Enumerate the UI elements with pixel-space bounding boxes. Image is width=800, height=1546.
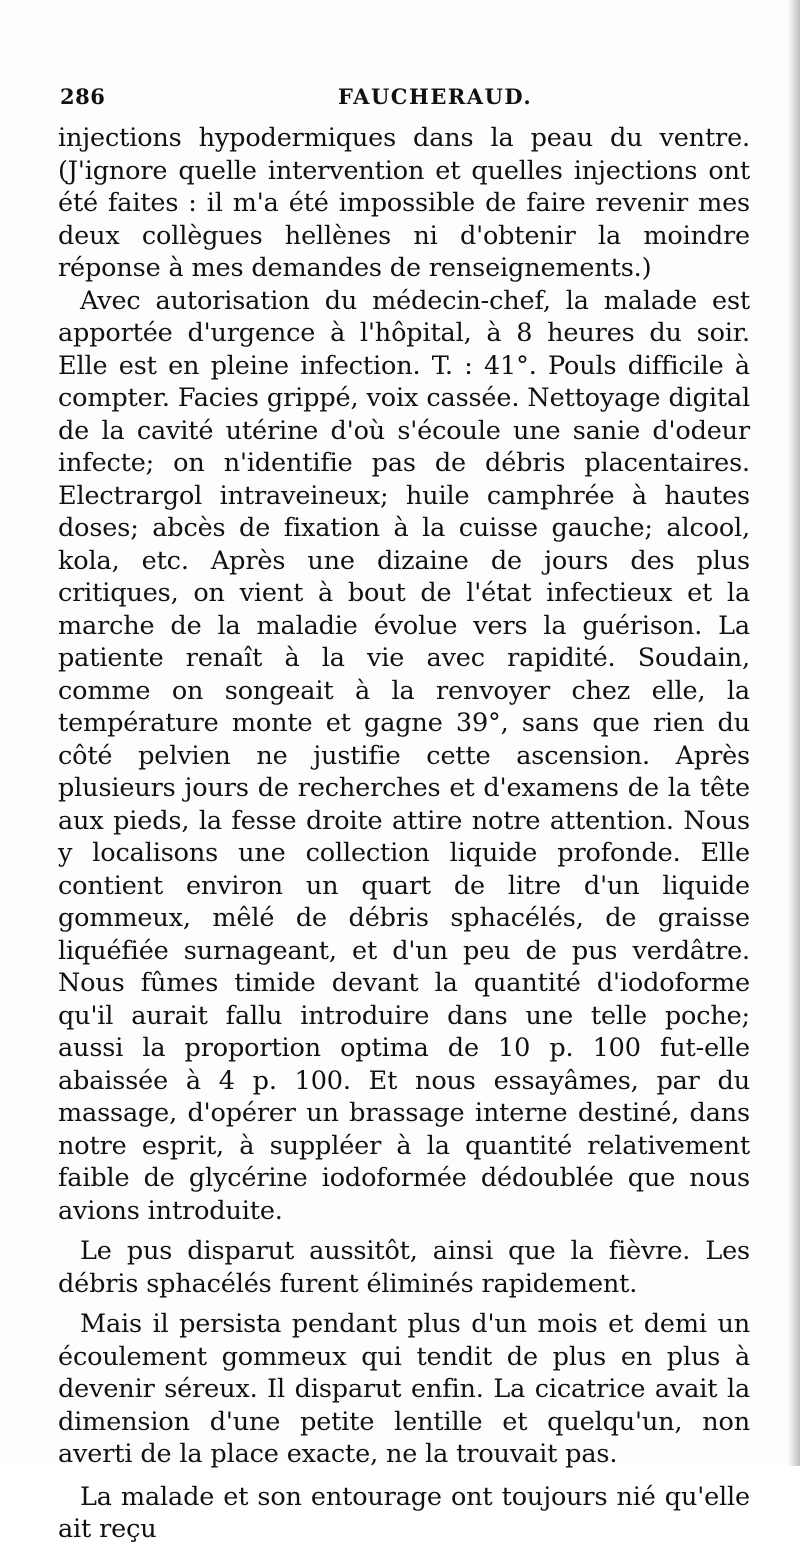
- paragraph-4: Mais il persista pendant plus d'un mois et demi un écoulement gommeux qui tendit de plus en plus à devenir séreux. Il disparut enfin. La cicatrice avait la dimension d'une petite lentille et quelqu'un, non averti de la place exacte, ne la trouvait pas.: [58, 1309, 750, 1469]
- paragraph-3: Le pus disparut aussitôt, ainsi que la fièvre. Les débris sphacélés furent éliminés rapidement.: [58, 1236, 750, 1299]
- page-header: [60, 84, 750, 114]
- paragraph-2: Avec autorisation du médecin-chef, la malade est apportée d'urgence à l'hôpital, à 8 heures du soir. Elle est en pleine infection. T. : 41°. Pouls difficile à compter. Facies grippé, voix cassée. Nettoyage digital de la cavité utérine d'où s'écoule une sanie d'odeur infecte; on n'identifie pas de débris placentaires. Electrargol intraveineux; huile camphrée à hautes doses; abcès de fixation à la cuisse gauche; alcool, kola, etc. Après une dizaine de jours des plus critiques, on vient à bout de l'état infectieux et la marche de la maladie évolue vers la guérison. La patiente renaît à la vie avec rapidité. Soudain, comme on songeait à la renvoyer chez elle, la température monte et gagne 39°, sans que rien du côté pelvien ne justifie cette ascension. Après plusieurs jours de recherches et d'examens de la tête aux pieds, la fesse droite attire notre attention. Nous y localisons une collection liquide profonde. Elle contient environ un quart de litre d'un liquide gommeux, mêlé de débris sphacélés, de graisse liquéfiée surnageant, et d'un peu de pus verdâtre. Nous fûmes timide devant la quantité d'iodoforme qu'il aurait fallu introduire dans une telle poche; aussi la proportion optima de 10 p. 100 fut-elle abaissée à 4 p. 100. Et nous essayâmes, par du massage, d'opérer un brassage interne destiné, dans notre esprit, à suppléer à la quantité relativement faible de glycérine iodoformée dédoublée que nous avions introduite.: [58, 285, 750, 1226]
- running-head: FAUCHERAUD.: [338, 84, 533, 109]
- page-number: 286: [60, 84, 106, 109]
- paragraph-5: La malade et son entourage ont toujours nié qu'elle ait reçu: [58, 1481, 750, 1544]
- page-edge-shadow: [788, 0, 800, 1466]
- paragraph-1: injections hypodermiques dans la peau du ventre. (J'ignore quelle intervention et quelles injections ont été faites : il m'a été impossible de faire revenir mes deux collègues hellènes ni d'obtenir la moindre réponse à mes demandes de renseignements.): [58, 123, 750, 283]
- body-text: [58, 122, 750, 1546]
